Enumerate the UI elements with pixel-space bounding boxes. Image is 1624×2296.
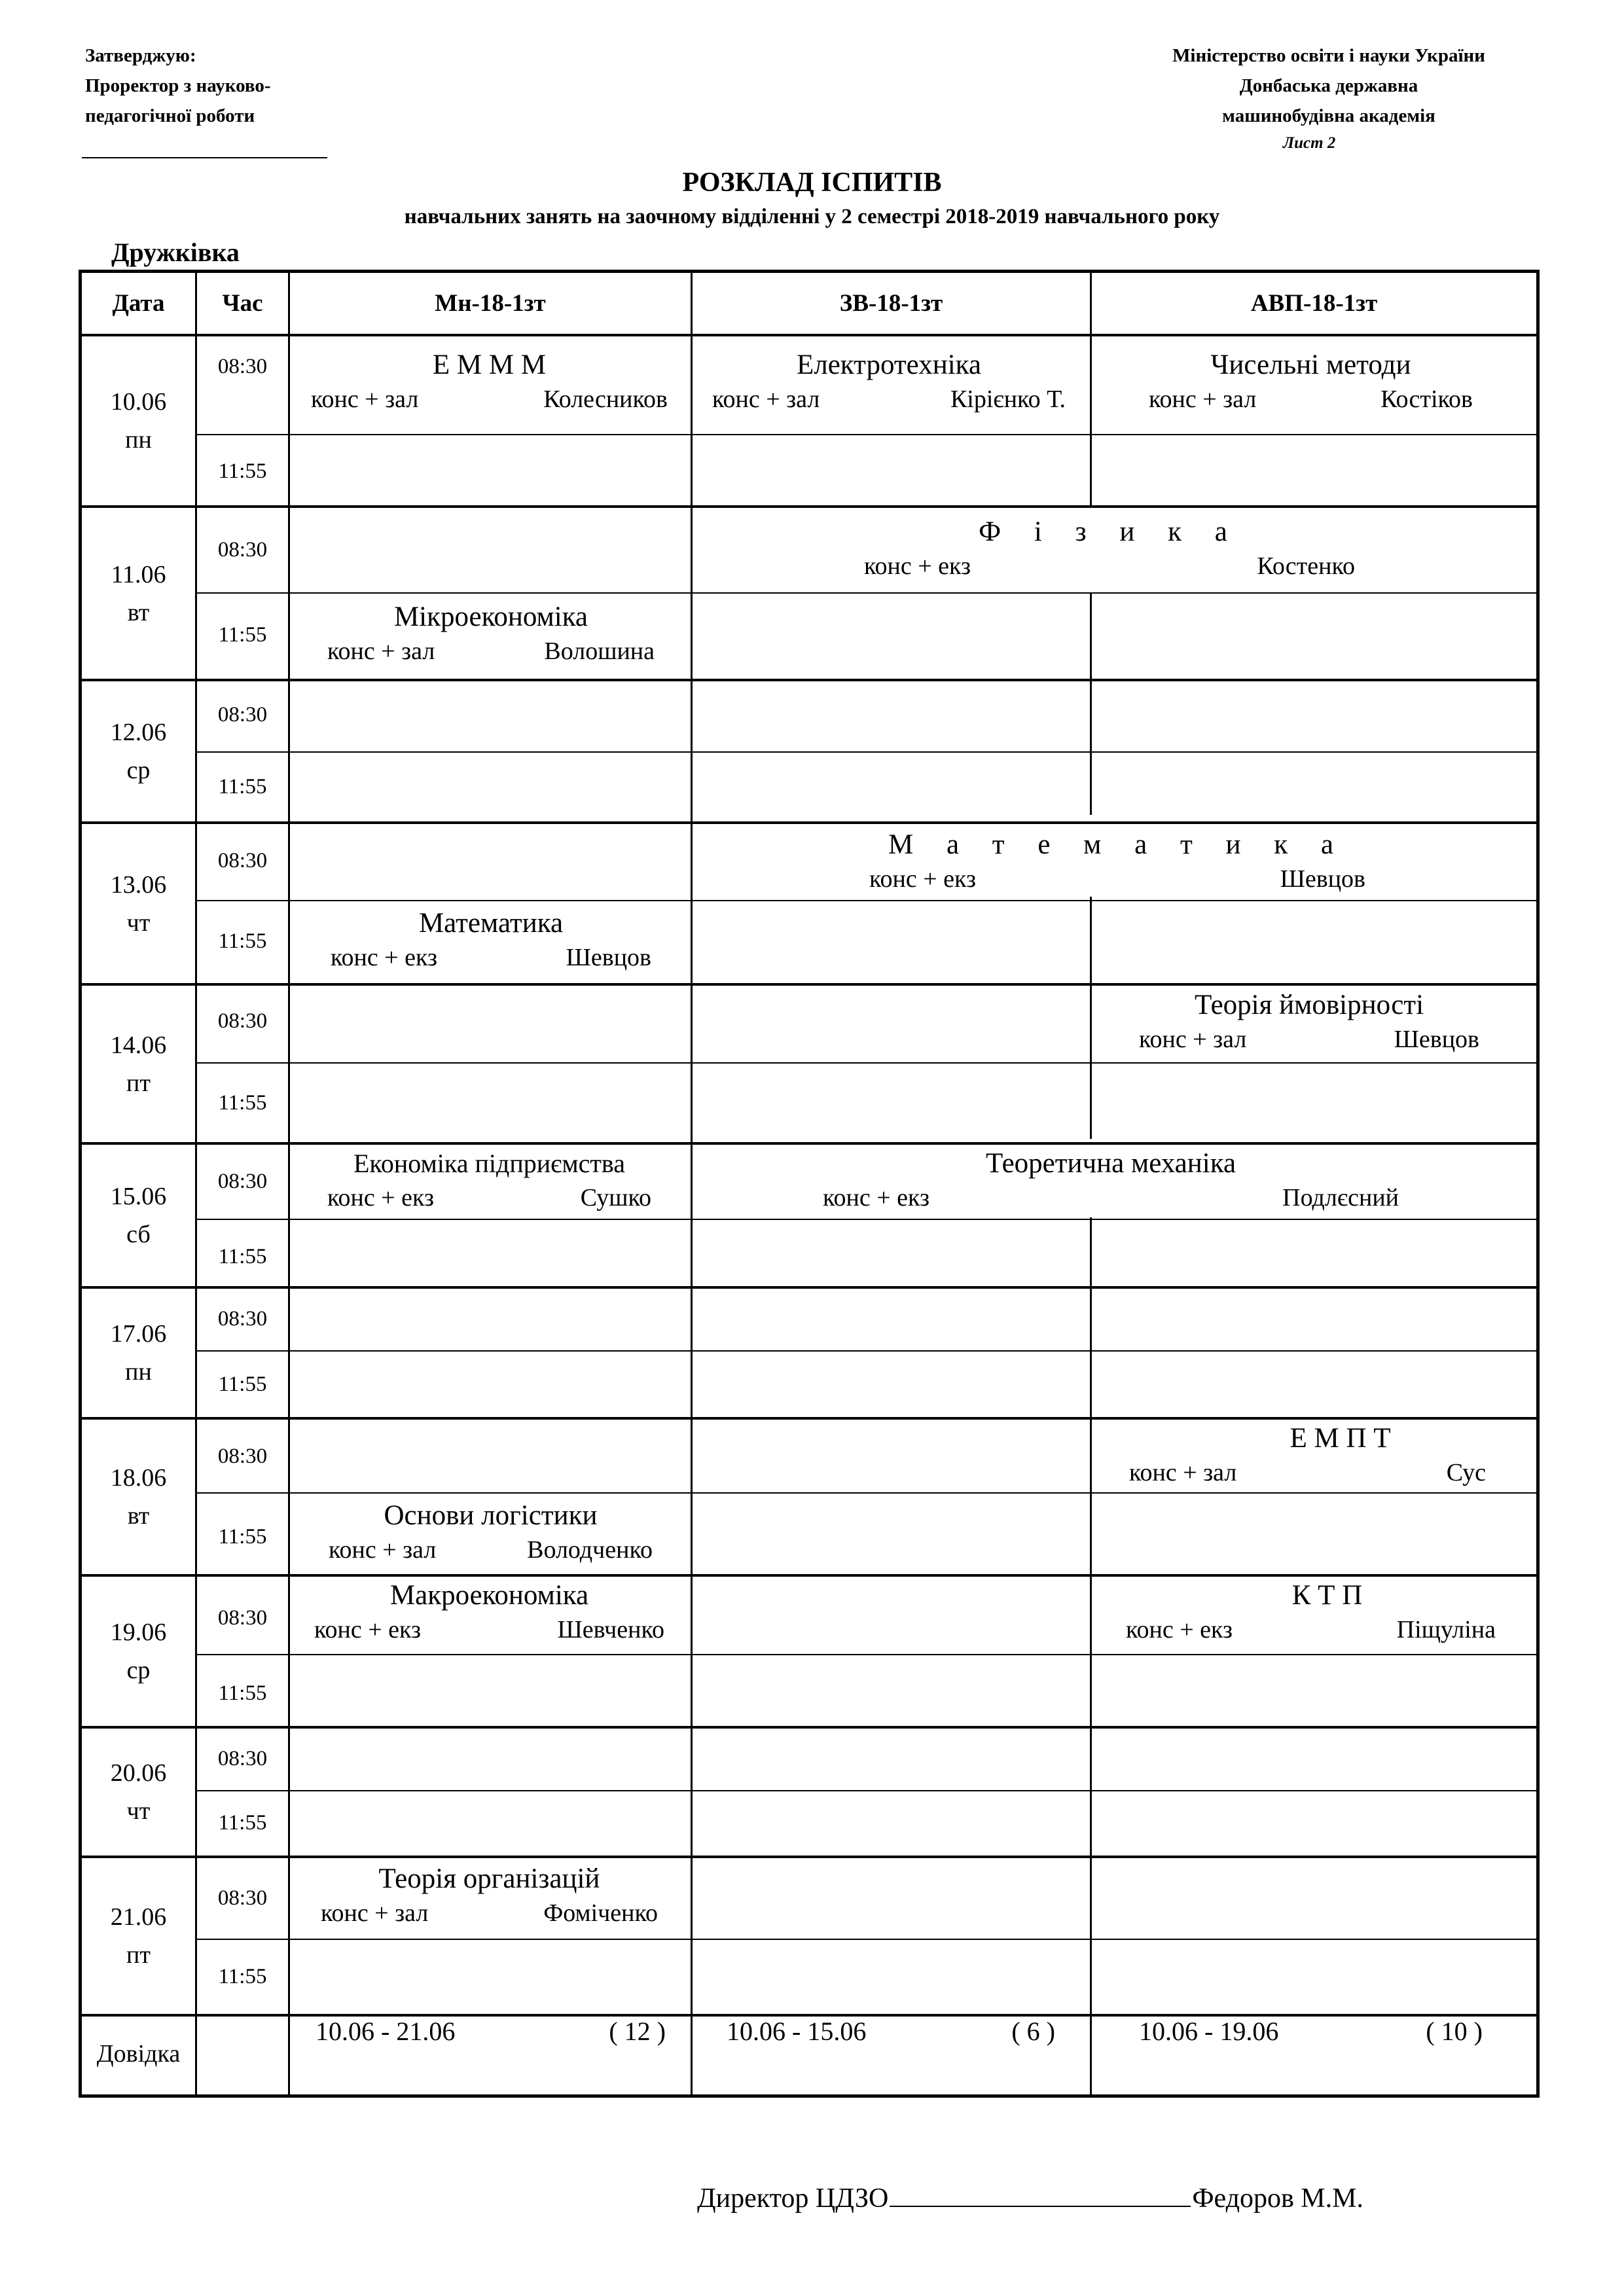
date-value: 15.06	[110, 1183, 167, 1210]
day-divider	[79, 679, 1540, 681]
lesson-cell	[1129, 1422, 1486, 1490]
weekday-value: пт	[126, 1069, 151, 1097]
col-divider	[691, 1474, 693, 2096]
lesson-subject: М а т е м а т и к а	[888, 829, 1347, 860]
summary-group	[316, 2016, 666, 2047]
approve-role-line-2: педагогічної роботи	[85, 105, 255, 126]
time-cell: 11:55	[218, 1524, 267, 1549]
time-cell: 08:30	[217, 1306, 268, 1331]
day-divider	[79, 1142, 1540, 1145]
date-cell	[82, 1420, 195, 1574]
slot-divider	[195, 1939, 1538, 1940]
time-cell: 08:30	[217, 1886, 268, 1910]
weekday-value: ср	[126, 1657, 151, 1684]
weekday-value: пт	[126, 1941, 151, 1969]
time-cell: 11:55	[218, 774, 267, 798]
date-value: 18.06	[110, 1464, 167, 1492]
weekday-value: чт	[126, 1797, 151, 1825]
academy-line-1: Донбаська державна	[1239, 75, 1418, 96]
lesson-cell	[864, 515, 1355, 583]
column-header-time: Час	[222, 290, 263, 317]
ministry-name: Міністерство освіти і науки України	[1172, 45, 1485, 66]
col-divider	[288, 270, 290, 2096]
slot-divider	[195, 1219, 1538, 1220]
city-label: Дружківка	[111, 238, 240, 267]
lesson-teacher: Шевцов	[566, 944, 651, 971]
lesson-teacher: Колесников	[543, 386, 668, 413]
lesson-teacher: Сус	[1446, 1459, 1486, 1486]
summary-range: 10.06 - 19.06	[1139, 2017, 1279, 2046]
date-cell	[82, 986, 195, 1142]
lesson-cell	[331, 906, 651, 975]
column-header-group: АВП-18-1зт	[1250, 290, 1378, 317]
date-value: 12.06	[110, 719, 167, 746]
lesson-type: конс + зал	[329, 1536, 437, 1564]
day-divider	[79, 1726, 1540, 1729]
lesson-cell	[314, 1579, 664, 1647]
date-cell	[82, 1858, 195, 2014]
lesson-type: конс + екз	[314, 1616, 422, 1643]
lesson-teacher: Подлєсний	[1282, 1184, 1399, 1211]
lesson-teacher: Піщуліна	[1396, 1616, 1496, 1643]
lesson-teacher: Костіков	[1380, 386, 1473, 413]
time-cell: 11:55	[218, 1810, 267, 1835]
weekday-value: вт	[127, 1502, 150, 1530]
lesson-subject: Мікроекономіка	[393, 601, 588, 632]
time-cell: 08:30	[217, 1169, 268, 1193]
day-divider	[79, 1574, 1540, 1577]
slot-divider	[195, 1062, 1538, 1064]
summary-count: ( 6 )	[1011, 2017, 1055, 2046]
weekday-value: вт	[127, 598, 150, 626]
lesson-type: конс + зал	[712, 386, 820, 413]
lesson-subject: Е М М М	[432, 350, 547, 380]
summary-range: 10.06 - 21.06	[316, 2017, 456, 2046]
time-cell: 08:30	[217, 702, 268, 726]
lesson-teacher: Шевцов	[1394, 1026, 1479, 1053]
lesson-teacher: Фоміченко	[543, 1899, 658, 1927]
lesson-cell	[327, 1147, 651, 1215]
date-cell	[82, 1729, 195, 1856]
date-value: 20.06	[110, 1759, 167, 1787]
lesson-teacher: Кірієнко Т.	[950, 386, 1066, 413]
time-cell: 11:55	[218, 1964, 267, 1988]
lesson-subject: Математика	[418, 908, 564, 939]
lesson-cell	[329, 1499, 653, 1567]
lesson-subject: К Т П	[1291, 1580, 1363, 1611]
date-cell	[82, 336, 195, 505]
time-cell: 08:30	[217, 537, 268, 562]
day-divider	[79, 1286, 1540, 1289]
summary-count: ( 10 )	[1426, 2017, 1483, 2046]
column-header-date: Дата	[112, 290, 165, 317]
day-divider	[79, 983, 1540, 986]
day-divider	[79, 1856, 1540, 1858]
date-value: 14.06	[110, 1031, 167, 1059]
date-cell	[82, 1289, 195, 1417]
col-divider	[691, 505, 693, 1474]
day-divider	[79, 1417, 1540, 1420]
lesson-type: конс + зал	[321, 1899, 429, 1927]
time-cell: 08:30	[217, 1746, 268, 1770]
table-border-right	[1536, 270, 1540, 2098]
column-header-group: ЗВ-18-1зт	[839, 290, 943, 317]
summary-group	[1139, 2016, 1483, 2047]
date-value: 21.06	[110, 1903, 167, 1931]
date-value: 19.06	[110, 1619, 167, 1646]
time-cell: 08:30	[217, 1444, 268, 1468]
summary-label: Довідка	[96, 2039, 181, 2068]
signature-line	[890, 2206, 1191, 2207]
date-value: 10.06	[110, 388, 167, 416]
lesson-cell	[311, 348, 668, 416]
time-cell: 11:55	[218, 459, 267, 483]
lesson-teacher: Сушко	[580, 1184, 651, 1211]
weekday-value: сб	[126, 1221, 151, 1248]
slot-divider	[195, 1790, 1538, 1791]
day-divider	[79, 821, 1540, 824]
summary-range: 10.06 - 15.06	[727, 2017, 867, 2046]
column-header-group: Мн-18-1зт	[435, 290, 546, 317]
approve-role-line-1: Проректор з науково-	[85, 75, 271, 96]
lesson-type: конс + екз	[869, 865, 977, 893]
academy-line-2: машинобудівна академія	[1222, 105, 1435, 126]
col-divider	[1090, 592, 1092, 815]
lesson-subject: Електротехніка	[797, 350, 981, 380]
lesson-subject: Чисельні методи	[1210, 350, 1411, 380]
weekday-value: чт	[126, 908, 151, 937]
col-divider	[1090, 897, 1092, 1139]
lesson-type: конс + зал	[311, 386, 419, 413]
lesson-subject: Е М П Т	[1290, 1423, 1391, 1454]
lesson-subject: Макроекономіка	[389, 1580, 589, 1611]
slot-divider	[195, 592, 1538, 594]
lesson-teacher: Костенко	[1257, 552, 1355, 580]
sheet-number: Лист 2	[1283, 134, 1336, 152]
lesson-subject: Теорія організацій	[378, 1863, 600, 1894]
weekday-value: пн	[125, 426, 152, 454]
director-name: Федоров М.М.	[1192, 2183, 1363, 2214]
lesson-type: конс + екз	[864, 552, 971, 580]
lesson-type: конс + екз	[823, 1184, 930, 1211]
day-divider	[79, 505, 1540, 508]
slot-divider	[195, 751, 1538, 753]
lesson-cell	[1139, 988, 1479, 1056]
summary-count: ( 12 )	[609, 2017, 666, 2046]
slot-divider	[195, 1654, 1538, 1655]
time-cell: 08:30	[217, 1009, 268, 1033]
lesson-cell	[327, 600, 655, 668]
lesson-subject: Основи логістики	[384, 1500, 598, 1531]
date-cell	[82, 1145, 195, 1286]
time-cell: 11:55	[218, 1681, 267, 1705]
date-value: 17.06	[110, 1320, 167, 1348]
date-cell	[82, 508, 195, 679]
page-subtitle: навчальних занять на заочному відділенні у 2 семестрі 2018-2019 навчального року	[404, 205, 1220, 228]
lesson-cell	[823, 1147, 1399, 1215]
weekday-value: пн	[125, 1358, 152, 1386]
date-cell	[82, 1577, 195, 1726]
date-value: 11.06	[111, 560, 166, 588]
approve-label: Затверджую:	[85, 45, 196, 66]
director-role: Директор ЦДЗО	[697, 2183, 889, 2214]
lesson-type: конс + зал	[327, 637, 435, 665]
summary-group	[727, 2016, 1055, 2047]
lesson-cell	[1149, 348, 1473, 416]
time-cell: 08:30	[217, 354, 268, 378]
time-cell: 08:30	[217, 848, 268, 872]
page-title: РОЗКЛАД ІСПИТІВ	[682, 168, 942, 198]
lesson-type: конс + екз	[331, 944, 438, 971]
time-cell: 11:55	[218, 622, 267, 647]
lesson-type: конс + екз	[327, 1184, 435, 1211]
weekday-value: ср	[126, 757, 151, 784]
time-cell: 11:55	[218, 1090, 267, 1115]
lesson-cell	[321, 1862, 658, 1930]
time-cell: 11:55	[218, 929, 267, 953]
lesson-teacher: Володченко	[527, 1536, 653, 1564]
date-cell	[82, 824, 195, 983]
lesson-teacher: Шевцов	[1280, 865, 1365, 893]
lesson-type: конс + зал	[1149, 386, 1257, 413]
col-divider	[1090, 1217, 1092, 2096]
lesson-type: конс + зал	[1129, 1459, 1237, 1486]
lesson-subject: Ф і з и к а	[979, 516, 1240, 547]
lesson-subject: Теорія ймовірності	[1194, 990, 1424, 1020]
slot-divider	[195, 1492, 1538, 1494]
lesson-cell	[869, 828, 1365, 896]
slot-divider	[195, 1350, 1538, 1352]
time-cell: 11:55	[218, 1372, 267, 1396]
time-cell: 08:30	[217, 1605, 268, 1630]
lesson-cell	[712, 348, 1066, 416]
time-cell: 11:55	[218, 1244, 267, 1268]
lesson-teacher: Волошина	[544, 637, 655, 665]
date-cell	[82, 681, 195, 821]
lesson-subject: Економіка підприємства	[353, 1149, 625, 1178]
slot-divider	[195, 900, 1538, 901]
lesson-cell	[1126, 1579, 1496, 1647]
slot-divider	[195, 434, 1538, 435]
lesson-teacher: Шевченко	[557, 1616, 664, 1643]
row-divider	[79, 334, 1540, 336]
lesson-subject: Теоретична механіка	[985, 1148, 1236, 1179]
table-border-bottom	[79, 2094, 1540, 2098]
lesson-type: конс + зал	[1139, 1026, 1247, 1053]
date-value: 13.06	[110, 870, 167, 899]
lesson-type: конс + екз	[1126, 1616, 1233, 1643]
director-signature	[697, 2183, 1363, 2214]
